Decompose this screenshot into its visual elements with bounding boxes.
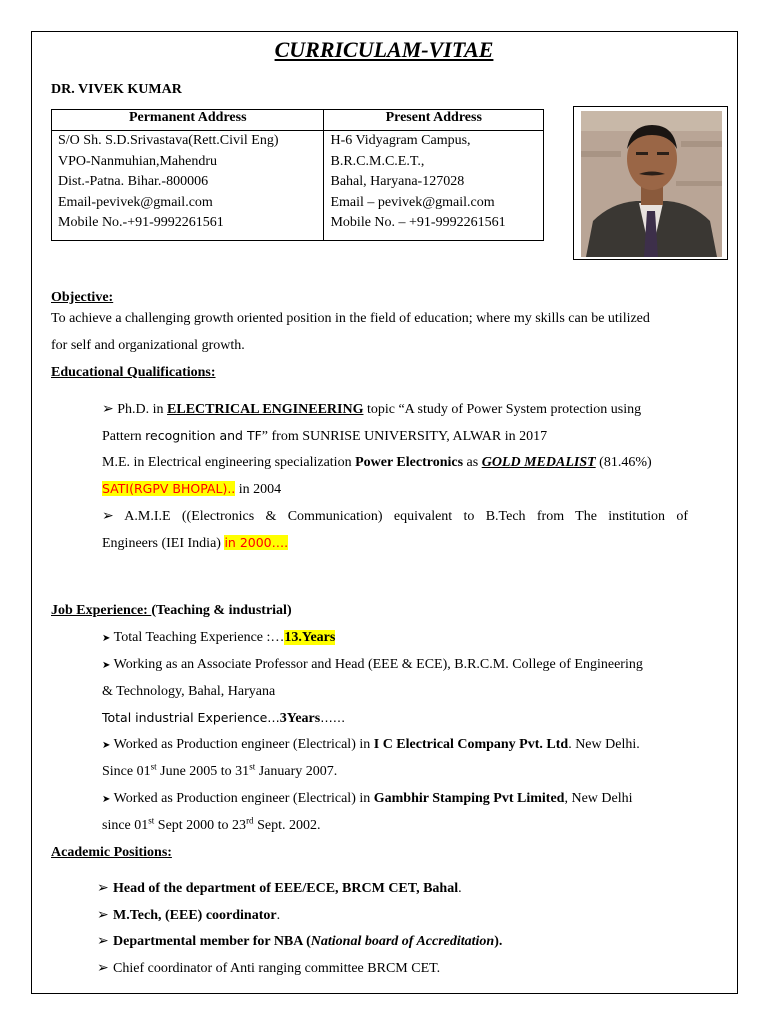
address-table [51, 109, 544, 241]
phd-field: ELECTRICAL ENGINEERING [167, 402, 364, 417]
present-address-cell [324, 131, 544, 241]
address-line: Dist.-Patna. Bihar.-800006 [58, 174, 209, 189]
education-heading: Educational Qualifications: [51, 365, 216, 380]
highlighted-institute: SATI(RGPV BHOPAL).. [102, 481, 236, 496]
page-title: CURRICULAM-VITAE [274, 37, 494, 62]
education-item-me-line2: SATI(RGPV BHOPAL).. in 2004 [102, 481, 282, 497]
arrow-icon: ➤ [102, 794, 111, 805]
job-heading: Job Experience: (Teaching & industrial) [51, 603, 292, 618]
job-item-gambhir: ➤ Worked as Production engineer (Electrical) in Gambhir Stamping Pvt Limited, New Delhi [102, 791, 633, 806]
arrow-icon: ➤ [102, 633, 111, 644]
bullet-icon: ➢ [97, 908, 109, 923]
objective-text: for self and organizational growth. [51, 338, 245, 353]
profile-photo [573, 106, 728, 260]
education-item-me: M.E. in Electrical engineering specialization Power Electronics as GOLD MEDALIST (81.46%) [102, 455, 652, 470]
bullet-icon: ➢ [102, 509, 114, 524]
education-item-amie: ➢ A.M.I.E ((Electronics & Communication) equivalent to B.Tech from The institution of [102, 509, 688, 524]
portrait-image [581, 111, 722, 257]
permanent-address-header: Permanent Address [52, 110, 324, 131]
bullet-icon: ➢ [97, 961, 109, 976]
mobile-line: Mobile No. – +91-9992261561 [330, 215, 506, 230]
industrial-experience: Total industrial Experience…3Years…… [102, 710, 346, 726]
address-line: Bahal, Haryana-127028 [330, 174, 465, 189]
academic-item: ➢ Chief coordinator of Anti ranging committee BRCM CET. [97, 961, 441, 976]
bullet-icon: ➢ [102, 402, 114, 417]
email-line: Email – pevivek@gmail.com [330, 194, 495, 210]
teaching-years: 13.Years [284, 630, 336, 645]
academic-item: ➢ M.Tech, (EEE) coordinator. [97, 908, 281, 923]
teaching-experience: ➤ Total Teaching Experience :…13.Years [102, 630, 336, 645]
academic-item: ➢ Head of the department of EEE/ECE, BRCM CET, Bahal. [97, 881, 462, 896]
mobile-line: Mobile No.-+91-9992261561 [58, 215, 224, 230]
job-item-ic-electrical: ➤ Worked as Production engineer (Electrical) in I C Electrical Company Pvt. Ltd. New Delhi. [102, 737, 640, 752]
candidate-name: DR. VIVEK KUMAR [51, 82, 182, 97]
address-line: H-6 Vidyagram Campus, [330, 133, 471, 148]
objective-text: To achieve a challenging growth oriented position in the field of education; where my skills can be utilized [51, 311, 650, 326]
job-item-ic-electrical-dates: Since 01st June 2005 to 31st January 2007. [102, 761, 338, 779]
present-address-header: Present Address [324, 110, 544, 131]
address-line: VPO-Nanmuhian,Mahendru [58, 153, 218, 169]
address-line: S/O Sh. S.D.Srivastava(Rett.Civil Eng) [58, 133, 279, 148]
objective-heading: Objective: [51, 290, 114, 305]
education-item-phd: ➢ Ph.D. in ELECTRICAL ENGINEERING topic “A study of Power System protection using [102, 402, 642, 417]
industrial-years: 3Years [279, 711, 321, 726]
education-item-amie-line2: Engineers (IEI India) in 2000…. [102, 535, 289, 551]
academic-item: ➢ Departmental member for NBA (National board of Accreditation). [97, 934, 503, 949]
arrow-icon: ➤ [102, 740, 111, 751]
email-line: Email-pevivek@gmail.com [58, 194, 213, 210]
gold-medalist: GOLD MEDALIST [481, 455, 596, 470]
academic-heading: Academic Positions: [51, 845, 172, 860]
highlighted-year: in 2000…. [224, 535, 289, 550]
address-line: B.R.C.M.C.E.T., [330, 153, 425, 169]
job-item-gambhir-dates: since 01st Sept 2000 to 23rd Sept. 2002. [102, 815, 321, 833]
permanent-address-cell [52, 131, 324, 241]
bullet-icon: ➢ [97, 881, 109, 896]
current-position-line2: & Technology, Bahal, Haryana [102, 684, 276, 699]
current-position: ➤ Working as an Associate Professor and Head (EEE & ECE), B.R.C.M. College of Engineering [102, 657, 643, 672]
arrow-icon: ➤ [102, 660, 111, 671]
bullet-icon: ➢ [97, 934, 109, 949]
education-item-phd-line2: Pattern recognition and TF” from SUNRISE UNIVERSITY, ALWAR in 2017 [102, 428, 548, 444]
